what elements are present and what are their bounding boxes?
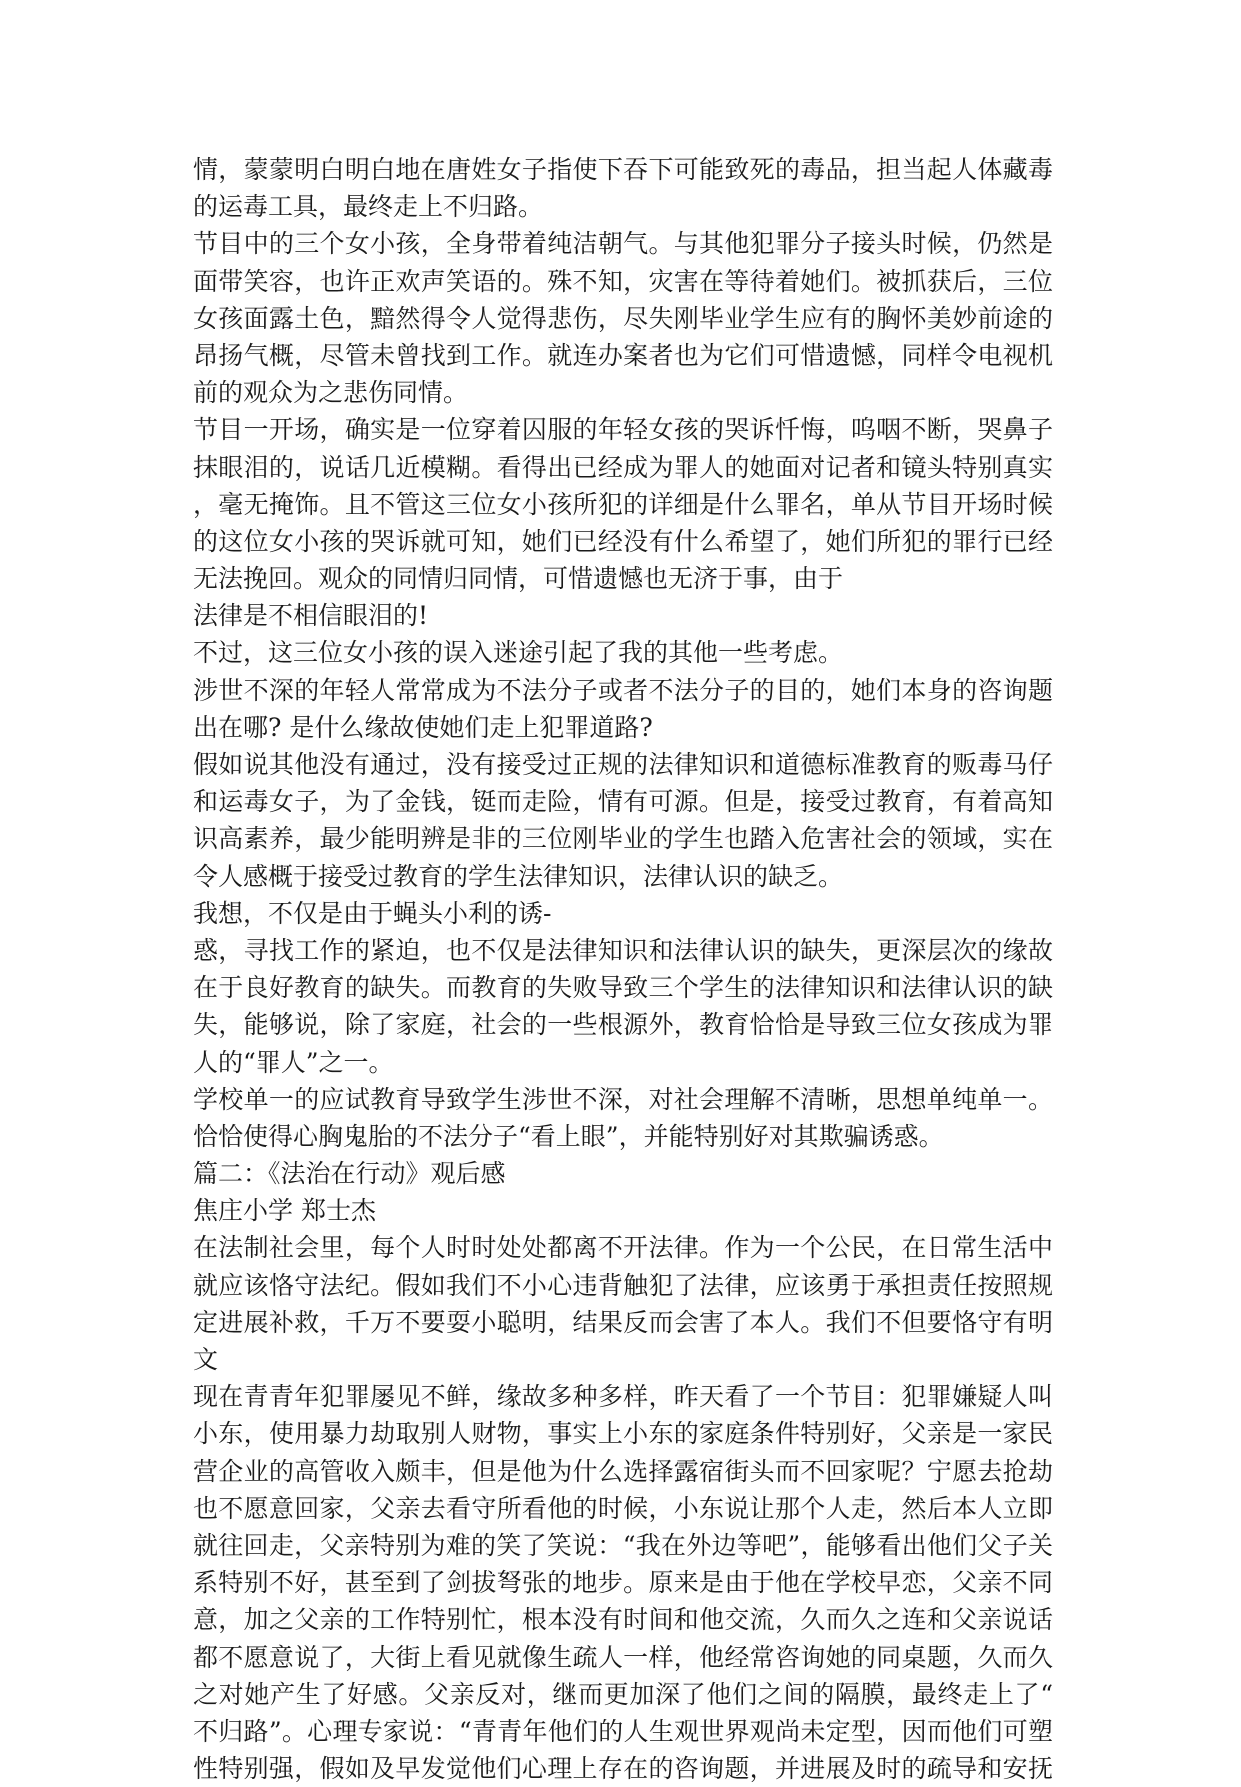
text-line: 在于良好教育的缺失。而教育的失败导致三个学生的法律知识和法律认识的缺 [193,973,1053,1003]
text-line: 之对她产生了好感。父亲反对，继而更加深了他们之间的隔膜，最终走上了“ [193,1679,1053,1709]
text-line: 惑，寻找工作的紧迫，也不仅是法律知识和法律认识的缺失，更深层次的缘故 [193,935,1053,965]
text-line: 在法制社会里，每个人时时处处都离不开法律。作为一个公民，在日常生活中 [193,1233,1053,1263]
text-line: 情，蒙蒙明白明白地在唐姓女子指使下吞下可能致死的毒品，担当起人体藏毒 [193,155,1053,184]
text-line: 系特别不好，甚至到了剑拔弩张的地步。原来是由于他在学校早恋，父亲不同 [193,1568,1053,1598]
text-line: 意，加之父亲的工作特别忙，根本没有时间和他交流，久而久之连和父亲说话 [193,1605,1053,1635]
text-line: 的这位女小孩的哭诉就可知，她们已经没有什么希望了，她们所犯的罪行已经 [193,526,1053,556]
text-line: 定进展补救，千万不要耍小聪明，结果反而会害了本人。我们不但要恪守有明 [193,1307,1053,1337]
text-line: 出在哪? 是什么缘故使她们走上犯罪道路? [193,712,653,742]
text-line: 现在青青年犯罪屡见不鲜，缘故多种多样，昨天看了一个节目：犯罪嫌疑人叫 [193,1382,1053,1412]
text-line: 节目中的三个女小孩，全身带着纯洁朝气。与其他犯罪分子接头时候，仍然是 [193,229,1053,259]
document-body [193,151,1053,1787]
text-line: 涉世不深的年轻人常常成为不法分子或者不法分子的目的，她们本身的咨询题 [193,675,1053,705]
text-line: 也不愿意回家，父亲去看守所看他的时候，小东说让那个人走，然后本人立即 [193,1493,1053,1523]
text-line: 节目一开场，确实是一位穿着囚服的年轻女孩的哭诉忏悔，呜咽不断，哭鼻子 [193,415,1053,445]
text-line: 面带笑容，也许正欢声笑语的。殊不知，灾害在等待着她们。被抓获后，三位 [193,266,1053,296]
text-line: 不过，这三位女小孩的误入迷途引起了我的其他一些考虑。 [193,638,844,668]
text-line: 令人感概于接受过教育的学生法律知识，法律认识的缺乏。 [193,861,844,891]
text-line: 都不愿意说了，大街上看见就像生疏人一样，他经常咨询她的同桌题，久而久 [193,1642,1053,1672]
text-line: ，毫无掩饰。且不管这三位女小孩所犯的详细是什么罪名，单从节目开场时候 [193,489,1053,519]
text-line: 女孩面露土色，黯然得令人觉得悲伤，尽失刚毕业学生应有的胸怀美妙前途的 [193,303,1053,333]
text-line: 假如说其他没有通过，没有接受过正规的法律知识和道德标准教育的贩毒马仔 [193,750,1053,779]
text-line: 无法挽回。观众的同情归同情，可惜遗憾也无济于事，由于 [193,564,844,594]
text-line: 性特别强，假如及早发觉他们心理上存在的咨询题，并进展及时的疏导和安抚 [193,1754,1053,1784]
text-line: 昂扬气概，尽管未曾找到工作。就连办案者也为它们可惜遗憾，同样令电视机 [193,340,1053,370]
text-line: 和运毒女子，为了金钱，铤而走险，情有可源。但是，接受过教育，有着高知 [193,787,1053,817]
text-line: 人的“罪人”之一。 [193,1047,394,1077]
text-line: 焦庄小学 郑士杰 [193,1196,376,1226]
text-line: 篇二：《法治在行动》观后感 [193,1159,506,1189]
text-line: 我想，不仅是由于蝇头小利的诱- [193,898,552,928]
text-line: 抹眼泪的，说话几近模糊。看得出已经成为罪人的她面对记者和镜头特别真实 [193,452,1053,482]
text-line: 失，能够说，除了家庭，社会的一些根源外，教育恰恰是导致三位女孩成为罪 [193,1010,1053,1040]
text-line: 不归路”。心理专家说：“青青年他们的人生观世界观尚未定型，因而他们可塑 [193,1716,1053,1746]
text-line: 的运毒工具，最终走上不归路。 [193,192,544,222]
text-line: 恰恰使得心胸鬼胎的不法分子“看上眼”，并能特别好对其欺骗诱惑。 [193,1121,944,1151]
text-line: 就应该恪守法纪。假如我们不小心违背触犯了法律，应该勇于承担责任按照规 [193,1270,1053,1300]
text-line: 学校单一的应试教育导致学生涉世不深，对社会理解不清晰，思想单纯单一。 [193,1084,1053,1114]
text-line: 文 [193,1345,219,1374]
text-line: 小东，使用暴力劫取别人财物，事实上小东的家庭条件特别好，父亲是一家民 [193,1419,1053,1449]
text-line: 前的观众为之悲伤同情。 [193,378,469,408]
text-line: 就往回走，父亲特别为难的笑了笑说：“我在外边等吧”，能够看出他们父子关 [193,1530,1053,1560]
text-line: 营企业的高管收入颇丰，但是他为什么选择露宿街头而不回家呢？宁愿去抢劫 [193,1456,1053,1486]
text-line: 识高素养，最少能明辨是非的三位刚毕业的学生也踏入危害社会的领域，实在 [193,824,1053,854]
text-line: 法律是不相信眼泪的! [193,601,429,631]
